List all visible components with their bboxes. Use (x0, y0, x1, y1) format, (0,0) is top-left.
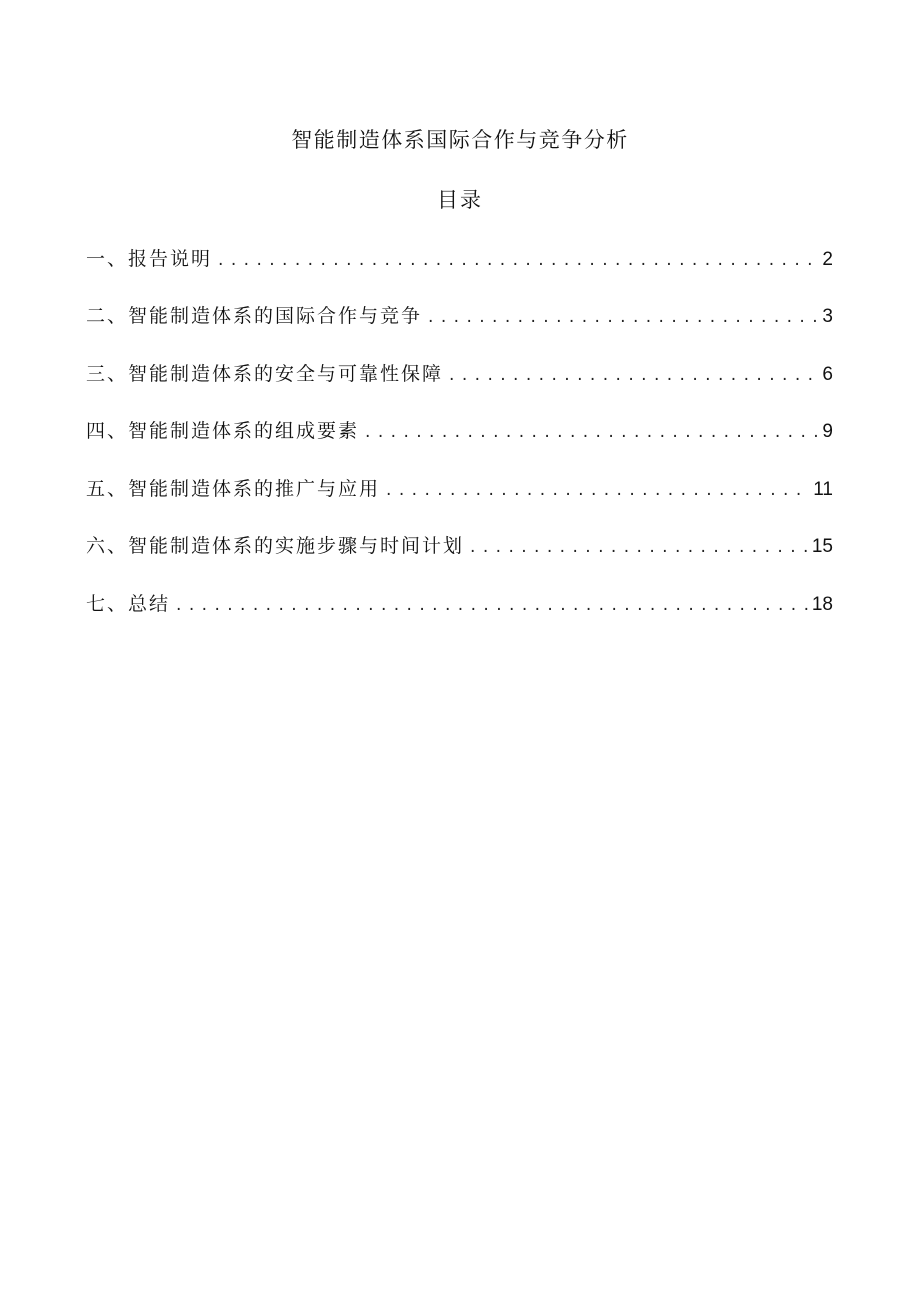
toc-dot-leader (386, 475, 809, 505)
toc-entry-label: 一、报告说明 (86, 248, 213, 270)
toc-entry-components[interactable] (86, 416, 833, 446)
toc-entry-page-number: 15 (811, 536, 833, 557)
toc-entry-safety-reliability[interactable] (86, 359, 833, 389)
toc-entry-label: 五、智能制造体系的推广与应用 (86, 478, 381, 500)
toc-entry-page-number: 18 (811, 594, 833, 615)
toc-entry-label: 二、智能制造体系的国际合作与竞争 (86, 305, 423, 327)
toc-dot-leader (449, 360, 818, 390)
toc-dot-leader (470, 532, 808, 562)
toc-dot-leader (428, 302, 818, 332)
toc-heading: 目录 (437, 188, 483, 212)
toc-entry-page-number: 11 (813, 479, 833, 500)
toc-dot-leader (176, 590, 808, 620)
toc-entry-label: 三、智能制造体系的安全与可靠性保障 (86, 363, 444, 385)
toc-entry-page-number: 6 (822, 364, 833, 385)
document-title: 智能制造体系国际合作与竞争分析 (291, 128, 629, 152)
toc-entry-report-description[interactable] (86, 244, 833, 274)
toc-entry-page-number: 3 (822, 306, 833, 327)
toc-dot-leader (218, 245, 818, 275)
toc-entry-summary[interactable] (86, 589, 833, 619)
toc-entry-label: 四、智能制造体系的组成要素 (86, 420, 360, 442)
toc-entry-page-number: 9 (822, 421, 833, 442)
toc-dot-leader (365, 417, 818, 447)
toc-entry-label: 七、总结 (86, 593, 171, 615)
toc-entry-label: 六、智能制造体系的实施步骤与时间计划 (86, 535, 465, 557)
toc-entry-page-number: 2 (822, 249, 833, 270)
toc-entry-international-cooperation[interactable] (86, 301, 833, 331)
toc-entry-implementation-schedule[interactable] (86, 531, 833, 561)
toc-entry-promotion-application[interactable] (86, 474, 833, 504)
